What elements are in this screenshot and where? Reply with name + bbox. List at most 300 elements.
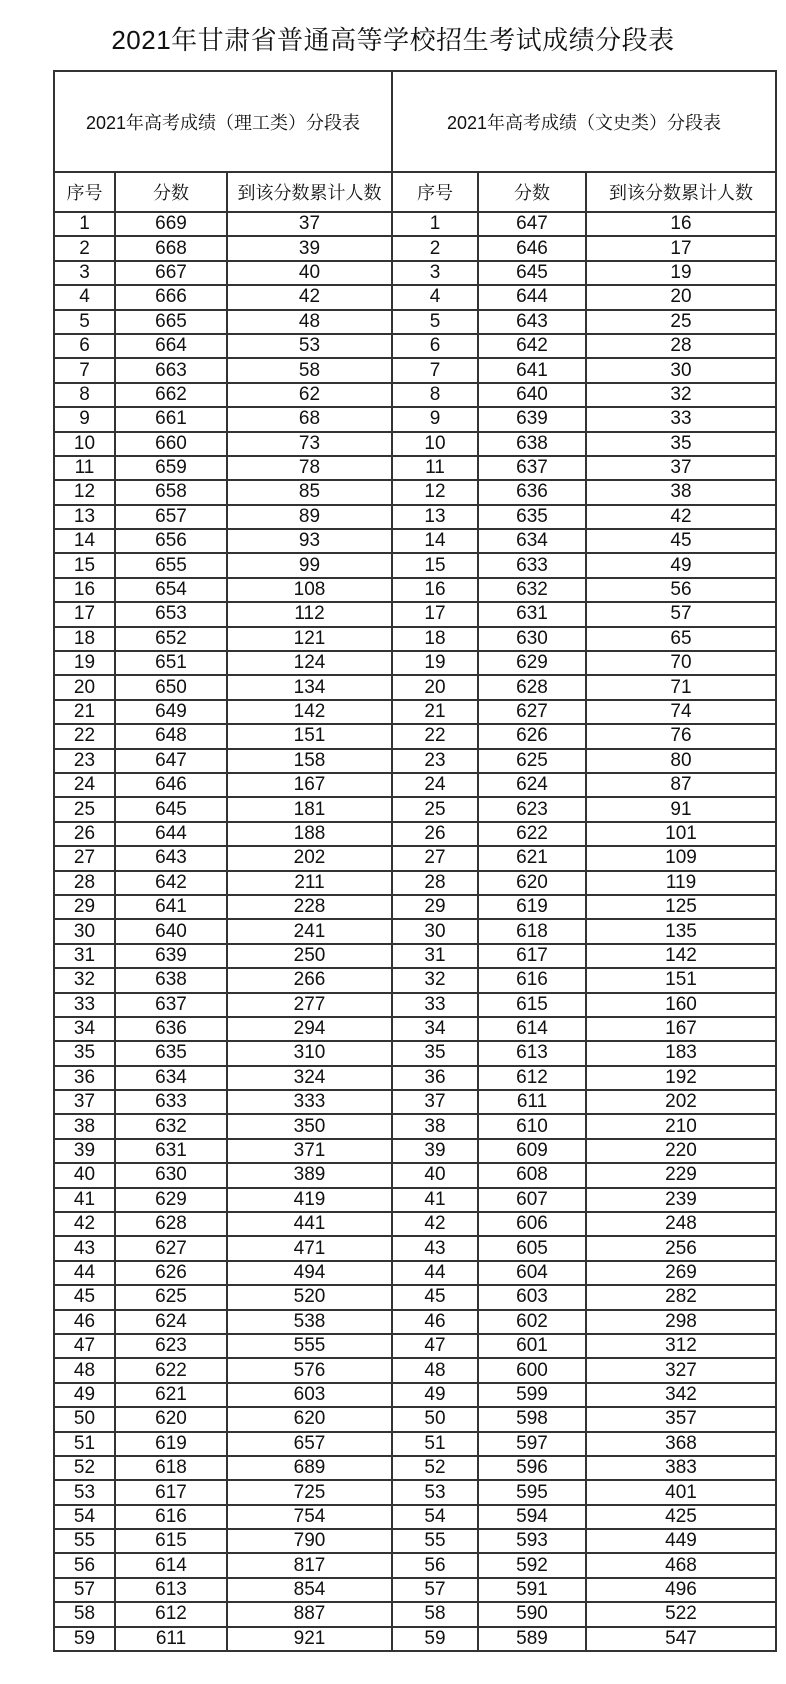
table-row	[54, 627, 776, 651]
science-cumulative-cell: 419	[227, 1188, 392, 1212]
table-row	[54, 1383, 776, 1407]
liberal-arts-cumulative-cell: 65	[586, 627, 776, 651]
science-cumulative-cell: 657	[227, 1432, 392, 1456]
liberal-arts-score-cell: 600	[478, 1358, 586, 1382]
science-cumulative-cell: 471	[227, 1236, 392, 1260]
liberal-arts-score-cell: 643	[478, 310, 586, 334]
science-cumulative-cell: 68	[227, 407, 392, 431]
science-cumulative-cell: 62	[227, 383, 392, 407]
science-index-cell: 26	[54, 822, 115, 846]
liberal-arts-score-cell: 631	[478, 602, 586, 626]
liberal-arts-index-cell: 16	[392, 578, 478, 602]
science-cumulative-cell: 134	[227, 675, 392, 699]
liberal-arts-cumulative-cell: 16	[586, 212, 776, 236]
liberal-arts-index-cell: 11	[392, 456, 478, 480]
science-score-cell: 642	[115, 871, 227, 895]
liberal-arts-score-cell: 608	[478, 1163, 586, 1187]
liberal-arts-cumulative-cell: 342	[586, 1383, 776, 1407]
science-index-cell: 4	[54, 285, 115, 309]
science-cumulative-cell: 58	[227, 358, 392, 382]
science-score-cell: 639	[115, 944, 227, 968]
liberal-arts-index-cell: 52	[392, 1456, 478, 1480]
liberal-arts-score-cell: 610	[478, 1114, 586, 1138]
science-index-cell: 30	[54, 919, 115, 943]
table-row	[54, 1212, 776, 1236]
science-cumulative-cell: 40	[227, 261, 392, 285]
table-row	[54, 310, 776, 334]
science-cumulative-cell: 250	[227, 944, 392, 968]
liberal-arts-cumulative-cell: 109	[586, 846, 776, 870]
table-row	[54, 993, 776, 1017]
table-row	[54, 1236, 776, 1260]
liberal-arts-cumulative-cell: 49	[586, 553, 776, 577]
table-row	[54, 1602, 776, 1626]
liberal-arts-cumulative-cell: 38	[586, 480, 776, 504]
science-score-cell: 644	[115, 822, 227, 846]
science-score-cell: 654	[115, 578, 227, 602]
liberal-arts-cumulative-cell: 229	[586, 1163, 776, 1187]
table-row	[54, 700, 776, 724]
liberal-arts-index-cell: 22	[392, 724, 478, 748]
liberal-arts-index-cell: 48	[392, 1358, 478, 1382]
liberal-arts-score-cell: 616	[478, 968, 586, 992]
liberal-arts-score-cell: 607	[478, 1188, 586, 1212]
liberal-arts-cumulative-cell: 119	[586, 871, 776, 895]
liberal-arts-cumulative-cell: 282	[586, 1285, 776, 1309]
science-cumulative-cell: 854	[227, 1578, 392, 1602]
table-row	[54, 1432, 776, 1456]
science-index-cell: 58	[54, 1602, 115, 1626]
table-row	[54, 1578, 776, 1602]
table-row	[54, 578, 776, 602]
science-index-cell: 3	[54, 261, 115, 285]
liberal-arts-section-header: 2021年高考成绩（文史类）分段表	[392, 71, 776, 172]
liberal-arts-index-cell: 43	[392, 1236, 478, 1260]
science-col-cumulative: 到该分数累计人数	[227, 172, 392, 212]
liberal-arts-score-cell: 627	[478, 700, 586, 724]
liberal-arts-index-cell: 50	[392, 1407, 478, 1431]
liberal-arts-index-cell: 27	[392, 846, 478, 870]
liberal-arts-index-cell: 12	[392, 480, 478, 504]
science-score-cell: 661	[115, 407, 227, 431]
science-index-cell: 8	[54, 383, 115, 407]
liberal-arts-cumulative-cell: 76	[586, 724, 776, 748]
liberal-arts-cumulative-cell: 56	[586, 578, 776, 602]
liberal-arts-index-cell: 59	[392, 1627, 478, 1651]
science-cumulative-cell: 228	[227, 895, 392, 919]
liberal-arts-cumulative-cell: 35	[586, 432, 776, 456]
liberal-arts-index-cell: 38	[392, 1114, 478, 1138]
liberal-arts-score-cell: 641	[478, 358, 586, 382]
liberal-arts-score-cell: 602	[478, 1310, 586, 1334]
liberal-arts-score-cell: 598	[478, 1407, 586, 1431]
liberal-arts-cumulative-cell: 125	[586, 895, 776, 919]
liberal-arts-cumulative-cell: 210	[586, 1114, 776, 1138]
science-index-cell: 20	[54, 675, 115, 699]
science-index-cell: 33	[54, 993, 115, 1017]
science-cumulative-cell: 520	[227, 1285, 392, 1309]
liberal-arts-score-cell: 638	[478, 432, 586, 456]
liberal-arts-index-cell: 37	[392, 1090, 478, 1114]
liberal-arts-cumulative-cell: 183	[586, 1041, 776, 1065]
liberal-arts-score-cell: 606	[478, 1212, 586, 1236]
liberal-arts-index-cell: 55	[392, 1529, 478, 1553]
liberal-arts-col-cumulative: 到该分数累计人数	[586, 172, 776, 212]
liberal-arts-score-cell: 628	[478, 675, 586, 699]
liberal-arts-index-cell: 30	[392, 919, 478, 943]
science-score-cell: 668	[115, 236, 227, 260]
table-row	[54, 1090, 776, 1114]
science-index-cell: 55	[54, 1529, 115, 1553]
table-row	[54, 1261, 776, 1285]
liberal-arts-index-cell: 18	[392, 627, 478, 651]
liberal-arts-cumulative-cell: 220	[586, 1139, 776, 1163]
table-body	[54, 212, 776, 1651]
table-row	[54, 1407, 776, 1431]
science-index-cell: 56	[54, 1553, 115, 1577]
liberal-arts-score-cell: 644	[478, 285, 586, 309]
liberal-arts-cumulative-cell: 160	[586, 993, 776, 1017]
liberal-arts-cumulative-cell: 167	[586, 1017, 776, 1041]
science-index-cell: 38	[54, 1114, 115, 1138]
liberal-arts-score-cell: 603	[478, 1285, 586, 1309]
liberal-arts-cumulative-cell: 368	[586, 1432, 776, 1456]
science-index-cell: 59	[54, 1627, 115, 1651]
liberal-arts-score-cell: 639	[478, 407, 586, 431]
liberal-arts-index-cell: 23	[392, 749, 478, 773]
science-score-cell: 635	[115, 1041, 227, 1065]
science-index-cell: 45	[54, 1285, 115, 1309]
science-score-cell: 617	[115, 1480, 227, 1504]
science-cumulative-cell: 441	[227, 1212, 392, 1236]
liberal-arts-score-cell: 617	[478, 944, 586, 968]
table-row	[54, 651, 776, 675]
liberal-arts-cumulative-cell: 468	[586, 1553, 776, 1577]
table-row	[54, 212, 776, 236]
liberal-arts-cumulative-cell: 30	[586, 358, 776, 382]
liberal-arts-index-cell: 33	[392, 993, 478, 1017]
science-index-cell: 9	[54, 407, 115, 431]
table-row	[54, 749, 776, 773]
science-col-score: 分数	[115, 172, 227, 212]
science-score-cell: 629	[115, 1188, 227, 1212]
science-index-cell: 14	[54, 529, 115, 553]
science-cumulative-cell: 576	[227, 1358, 392, 1382]
liberal-arts-index-cell: 14	[392, 529, 478, 553]
table-row	[54, 432, 776, 456]
science-cumulative-cell: 494	[227, 1261, 392, 1285]
science-score-cell: 621	[115, 1383, 227, 1407]
science-score-cell: 659	[115, 456, 227, 480]
science-index-cell: 6	[54, 334, 115, 358]
science-score-cell: 637	[115, 993, 227, 1017]
liberal-arts-index-cell: 25	[392, 797, 478, 821]
liberal-arts-index-cell: 7	[392, 358, 478, 382]
science-index-cell: 12	[54, 480, 115, 504]
liberal-arts-cumulative-cell: 522	[586, 1602, 776, 1626]
science-cumulative-cell: 333	[227, 1090, 392, 1114]
liberal-arts-cumulative-cell: 74	[586, 700, 776, 724]
science-index-cell: 36	[54, 1066, 115, 1090]
liberal-arts-index-cell: 21	[392, 700, 478, 724]
liberal-arts-index-cell: 17	[392, 602, 478, 626]
table-row	[54, 358, 776, 382]
liberal-arts-col-index: 序号	[392, 172, 478, 212]
science-score-cell: 647	[115, 749, 227, 773]
liberal-arts-index-cell: 28	[392, 871, 478, 895]
table-row	[54, 675, 776, 699]
table-row	[54, 1017, 776, 1041]
liberal-arts-cumulative-cell: 202	[586, 1090, 776, 1114]
liberal-arts-index-cell: 47	[392, 1334, 478, 1358]
science-cumulative-cell: 790	[227, 1529, 392, 1553]
science-index-cell: 50	[54, 1407, 115, 1431]
liberal-arts-index-cell: 46	[392, 1310, 478, 1334]
science-score-cell: 624	[115, 1310, 227, 1334]
science-score-cell: 625	[115, 1285, 227, 1309]
science-cumulative-cell: 350	[227, 1114, 392, 1138]
table-row	[54, 944, 776, 968]
liberal-arts-cumulative-cell: 87	[586, 773, 776, 797]
science-score-cell: 627	[115, 1236, 227, 1260]
liberal-arts-cumulative-cell: 33	[586, 407, 776, 431]
science-score-cell: 618	[115, 1456, 227, 1480]
table-row	[54, 1529, 776, 1553]
science-index-cell: 48	[54, 1358, 115, 1382]
table-row	[54, 1188, 776, 1212]
table-row	[54, 724, 776, 748]
science-index-cell: 16	[54, 578, 115, 602]
science-cumulative-cell: 620	[227, 1407, 392, 1431]
science-score-cell: 655	[115, 553, 227, 577]
liberal-arts-score-cell: 591	[478, 1578, 586, 1602]
science-cumulative-cell: 555	[227, 1334, 392, 1358]
science-index-cell: 7	[54, 358, 115, 382]
science-cumulative-cell: 181	[227, 797, 392, 821]
science-index-cell: 25	[54, 797, 115, 821]
table-row	[54, 334, 776, 358]
liberal-arts-score-cell: 646	[478, 236, 586, 260]
liberal-arts-score-cell: 624	[478, 773, 586, 797]
liberal-arts-index-cell: 34	[392, 1017, 478, 1041]
liberal-arts-score-cell: 605	[478, 1236, 586, 1260]
table-row	[54, 1358, 776, 1382]
science-score-cell: 664	[115, 334, 227, 358]
science-cumulative-cell: 142	[227, 700, 392, 724]
science-index-cell: 42	[54, 1212, 115, 1236]
science-cumulative-cell: 241	[227, 919, 392, 943]
science-cumulative-cell: 48	[227, 310, 392, 334]
science-index-cell: 34	[54, 1017, 115, 1041]
science-index-cell: 23	[54, 749, 115, 773]
science-score-cell: 631	[115, 1139, 227, 1163]
liberal-arts-index-cell: 4	[392, 285, 478, 309]
science-score-cell: 636	[115, 1017, 227, 1041]
table-row	[54, 480, 776, 504]
liberal-arts-score-cell: 590	[478, 1602, 586, 1626]
liberal-arts-cumulative-cell: 269	[586, 1261, 776, 1285]
liberal-arts-cumulative-cell: 101	[586, 822, 776, 846]
liberal-arts-cumulative-cell: 42	[586, 505, 776, 529]
science-score-cell: 662	[115, 383, 227, 407]
science-cumulative-cell: 202	[227, 846, 392, 870]
liberal-arts-cumulative-cell: 37	[586, 456, 776, 480]
liberal-arts-cumulative-cell: 142	[586, 944, 776, 968]
liberal-arts-index-cell: 13	[392, 505, 478, 529]
liberal-arts-cumulative-cell: 449	[586, 1529, 776, 1553]
science-cumulative-cell: 53	[227, 334, 392, 358]
table-row	[54, 1334, 776, 1358]
table-row	[54, 285, 776, 309]
table-row	[54, 407, 776, 431]
liberal-arts-score-cell: 613	[478, 1041, 586, 1065]
science-score-cell: 665	[115, 310, 227, 334]
science-cumulative-cell: 85	[227, 480, 392, 504]
liberal-arts-score-cell: 596	[478, 1456, 586, 1480]
table-row	[54, 1310, 776, 1334]
science-cumulative-cell: 725	[227, 1480, 392, 1504]
liberal-arts-cumulative-cell: 71	[586, 675, 776, 699]
science-index-cell: 54	[54, 1505, 115, 1529]
science-cumulative-cell: 294	[227, 1017, 392, 1041]
science-col-index: 序号	[54, 172, 115, 212]
science-score-cell: 656	[115, 529, 227, 553]
table-row	[54, 773, 776, 797]
liberal-arts-cumulative-cell: 547	[586, 1627, 776, 1651]
liberal-arts-index-cell: 9	[392, 407, 478, 431]
table-row	[54, 1456, 776, 1480]
science-index-cell: 47	[54, 1334, 115, 1358]
science-score-cell: 660	[115, 432, 227, 456]
table-row	[54, 1553, 776, 1577]
liberal-arts-cumulative-cell: 25	[586, 310, 776, 334]
liberal-arts-index-cell: 19	[392, 651, 478, 675]
table-row	[54, 602, 776, 626]
liberal-arts-score-cell: 642	[478, 334, 586, 358]
table-row	[54, 968, 776, 992]
liberal-arts-score-cell: 611	[478, 1090, 586, 1114]
table-row	[54, 383, 776, 407]
liberal-arts-score-cell: 633	[478, 553, 586, 577]
science-score-cell: 613	[115, 1578, 227, 1602]
science-score-cell: 652	[115, 627, 227, 651]
science-index-cell: 44	[54, 1261, 115, 1285]
liberal-arts-index-cell: 42	[392, 1212, 478, 1236]
liberal-arts-score-cell: 623	[478, 797, 586, 821]
liberal-arts-index-cell: 10	[392, 432, 478, 456]
table-row	[54, 1139, 776, 1163]
science-score-cell: 626	[115, 1261, 227, 1285]
liberal-arts-cumulative-cell: 248	[586, 1212, 776, 1236]
liberal-arts-score-cell: 614	[478, 1017, 586, 1041]
liberal-arts-score-cell: 620	[478, 871, 586, 895]
science-score-cell: 651	[115, 651, 227, 675]
science-score-cell: 623	[115, 1334, 227, 1358]
science-score-cell: 612	[115, 1602, 227, 1626]
table-row	[54, 236, 776, 260]
liberal-arts-score-cell: 601	[478, 1334, 586, 1358]
science-cumulative-cell: 151	[227, 724, 392, 748]
table-row	[54, 1041, 776, 1065]
science-index-cell: 10	[54, 432, 115, 456]
science-index-cell: 22	[54, 724, 115, 748]
liberal-arts-index-cell: 35	[392, 1041, 478, 1065]
liberal-arts-score-cell: 594	[478, 1505, 586, 1529]
liberal-arts-cumulative-cell: 32	[586, 383, 776, 407]
liberal-arts-cumulative-cell: 135	[586, 919, 776, 943]
science-cumulative-cell: 39	[227, 236, 392, 260]
page-title: 2021年甘肃省普通高等学校招生考试成绩分段表	[111, 25, 675, 55]
liberal-arts-cumulative-cell: 425	[586, 1505, 776, 1529]
science-index-cell: 13	[54, 505, 115, 529]
science-cumulative-cell: 188	[227, 822, 392, 846]
liberal-arts-score-cell: 612	[478, 1066, 586, 1090]
liberal-arts-cumulative-cell: 151	[586, 968, 776, 992]
science-cumulative-cell: 689	[227, 1456, 392, 1480]
liberal-arts-score-cell: 635	[478, 505, 586, 529]
table-row	[54, 919, 776, 943]
liberal-arts-index-cell: 6	[392, 334, 478, 358]
liberal-arts-index-cell: 41	[392, 1188, 478, 1212]
science-index-cell: 41	[54, 1188, 115, 1212]
science-score-cell: 622	[115, 1358, 227, 1382]
liberal-arts-score-cell: 595	[478, 1480, 586, 1504]
table-row	[54, 505, 776, 529]
science-cumulative-cell: 99	[227, 553, 392, 577]
science-index-cell: 57	[54, 1578, 115, 1602]
liberal-arts-index-cell: 44	[392, 1261, 478, 1285]
science-index-cell: 31	[54, 944, 115, 968]
liberal-arts-index-cell: 54	[392, 1505, 478, 1529]
science-score-cell: 632	[115, 1114, 227, 1138]
liberal-arts-score-cell: 589	[478, 1627, 586, 1651]
liberal-arts-index-cell: 51	[392, 1432, 478, 1456]
science-index-cell: 17	[54, 602, 115, 626]
science-score-cell: 646	[115, 773, 227, 797]
liberal-arts-score-cell: 640	[478, 383, 586, 407]
table-row	[54, 456, 776, 480]
table-row	[54, 871, 776, 895]
table-row	[54, 1114, 776, 1138]
table-row	[54, 553, 776, 577]
science-cumulative-cell: 371	[227, 1139, 392, 1163]
science-index-cell: 52	[54, 1456, 115, 1480]
liberal-arts-index-cell: 3	[392, 261, 478, 285]
liberal-arts-cumulative-cell: 327	[586, 1358, 776, 1382]
science-score-cell: 630	[115, 1163, 227, 1187]
science-index-cell: 29	[54, 895, 115, 919]
liberal-arts-cumulative-cell: 312	[586, 1334, 776, 1358]
liberal-arts-score-cell: 630	[478, 627, 586, 651]
science-index-cell: 53	[54, 1480, 115, 1504]
liberal-arts-cumulative-cell: 496	[586, 1578, 776, 1602]
liberal-arts-index-cell: 45	[392, 1285, 478, 1309]
liberal-arts-score-cell: 636	[478, 480, 586, 504]
liberal-arts-score-cell: 626	[478, 724, 586, 748]
liberal-arts-score-cell: 625	[478, 749, 586, 773]
science-cumulative-cell: 538	[227, 1310, 392, 1334]
science-cumulative-cell: 108	[227, 578, 392, 602]
liberal-arts-index-cell: 1	[392, 212, 478, 236]
liberal-arts-index-cell: 15	[392, 553, 478, 577]
science-index-cell: 39	[54, 1139, 115, 1163]
science-score-cell: 614	[115, 1553, 227, 1577]
liberal-arts-score-cell: 597	[478, 1432, 586, 1456]
science-index-cell: 11	[54, 456, 115, 480]
liberal-arts-cumulative-cell: 91	[586, 797, 776, 821]
science-cumulative-cell: 754	[227, 1505, 392, 1529]
table-row	[54, 1066, 776, 1090]
